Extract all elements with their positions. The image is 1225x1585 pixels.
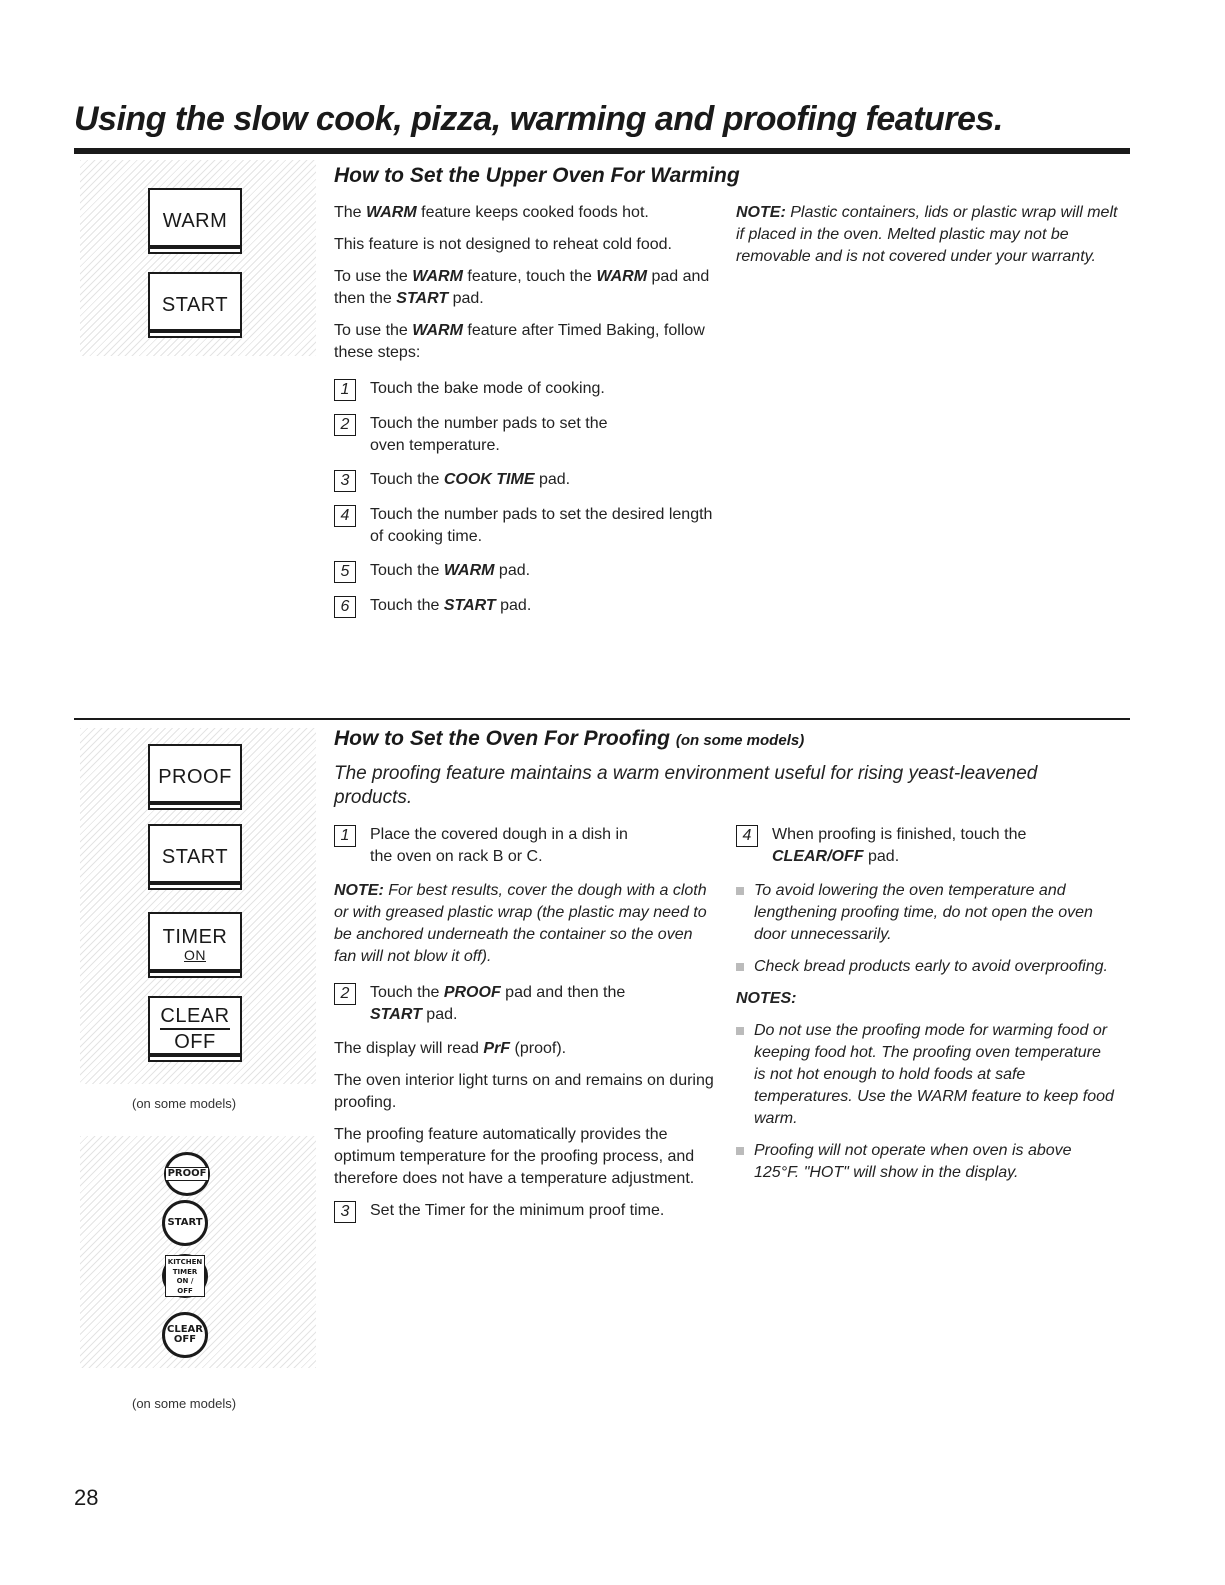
warming-para-3: To use the WARM feature, touch the WARM pad and then the START pad. (334, 268, 710, 307)
warming-para-2: This feature is not designed to reheat cold food. (334, 236, 672, 253)
warming-heading: How to Set the Upper Oven For Warming (334, 164, 740, 187)
title-rule (74, 148, 1130, 154)
off-pad-label: OFF (174, 1030, 216, 1053)
start-round-button: START (162, 1200, 208, 1246)
timer-pad-label: TIMER (162, 926, 228, 949)
start-pad-label: START (161, 293, 229, 316)
kitchen-timer-round-button: KITCHEN TIMER ON / OFF (162, 1254, 208, 1298)
clear-pad-label: CLEAR (160, 1006, 229, 1030)
clear-off-round-button: CLEAR OFF (162, 1312, 208, 1358)
section-rule (74, 718, 1130, 720)
pad-caption-2: (on some models) (132, 1396, 237, 1411)
timer-on-pad (148, 912, 242, 978)
warming-step-4: 4 Touch the number pads to set the desired length of cooking time. (334, 504, 714, 548)
warming-para-1: The WARM feature keeps cooked foods hot. (334, 204, 649, 221)
proofing-left-column (334, 824, 714, 1235)
proofing-bullet-1: To avoid lowering the oven temperature and lengthening proofing time, do not open the oven door unnecessarily. (736, 880, 1116, 946)
warming-note (736, 202, 1120, 268)
proofing-light: The oven interior light turns on and remains on during proofing. (334, 1072, 714, 1111)
warming-step-2: 2 Touch the number pads to set the oven temperature. (334, 413, 714, 457)
warming-note-text: Plastic containers, lids or plastic wrap will melt if placed in the oven. Melted plastic may not be removable and is not covered under your warranty. (736, 204, 1118, 265)
proofing-step-2: 2 Touch the PROOF pad and then the START pad. (334, 982, 714, 1026)
proofing-bullet-2: Check bread products early to avoid overproofing. (736, 956, 1116, 978)
start-pad (148, 272, 242, 338)
warming-step-3: 3 Touch the COOK TIME pad. (334, 469, 714, 492)
page-title: Using the slow cook, pizza, warming and proofing features. (74, 100, 1003, 138)
start-pad-proofing-label: START (161, 845, 229, 868)
round-button-illustration (80, 1136, 316, 1368)
proofing-heading-note: (on some models) (675, 732, 805, 749)
proofing-step-3: 3 Set the Timer for the minimum proof time. (334, 1200, 714, 1223)
proof-pad (148, 744, 242, 810)
pad-caption-1: (on some models) (132, 1096, 237, 1111)
proofing-step-1: 1 Place the covered dough in a dish in the oven on rack B or C. (334, 824, 714, 868)
proofing-note-bullet-2: Proofing will not operate when oven is above 125°F. "HOT" will show in the display. (736, 1140, 1116, 1184)
proof-round-button: PROOF (164, 1152, 210, 1196)
proofing-step-4: 4 When proofing is finished, touch the CLEAR/OFF pad. (736, 824, 1116, 868)
proofing-right-column (736, 824, 1116, 1194)
warm-pad (148, 188, 242, 254)
warm-pad-illustration (80, 160, 316, 356)
proofing-notes-label: NOTES: (736, 990, 797, 1007)
proofing-heading: How to Set the Oven For Proofing (on some models) (334, 727, 805, 750)
start-pad-proofing (148, 824, 242, 890)
proofing-note: NOTE: For best results, cover the dough with a cloth or with greased plastic wrap (the plastic may need to be anchored underneath the container so the oven fan will not blow it off). (334, 882, 707, 965)
page-number: 28 (74, 1485, 99, 1510)
proofing-note-bullet-1: Do not use the proofing mode for warming food or keeping food hot. The proofing oven temperature is not hot enough to hold foods at safe temperatures. Use the WARM feature to keep food warm. (736, 1020, 1116, 1130)
warming-step-6: 6 Touch the START pad. (334, 595, 714, 618)
warming-step-1: 1 Touch the bake mode of cooking. (334, 378, 714, 401)
warming-para-4: To use the WARM feature after Timed Baking, follow these steps: (334, 322, 705, 361)
proof-pad-label: PROOF (158, 765, 232, 788)
warming-main-column (334, 202, 714, 630)
warming-note-label: NOTE: (736, 204, 786, 221)
proofing-auto-temp: The proofing feature automatically provides the optimum temperature for the proofing process, and therefore does not have a temperature adjustment. (334, 1126, 695, 1187)
warm-pad-label: WARM (162, 209, 228, 232)
proofing-display: The display will read PrF (proof). (334, 1040, 567, 1057)
clear-off-pad (148, 996, 242, 1062)
warming-step-5: 5 Touch the WARM pad. (334, 560, 714, 583)
proof-pad-illustration (80, 728, 316, 1084)
proofing-intro: The proofing feature maintains a warm environment useful for rising yeast-leavened products. (334, 763, 1038, 808)
timer-pad-sublabel: ON (184, 947, 206, 964)
